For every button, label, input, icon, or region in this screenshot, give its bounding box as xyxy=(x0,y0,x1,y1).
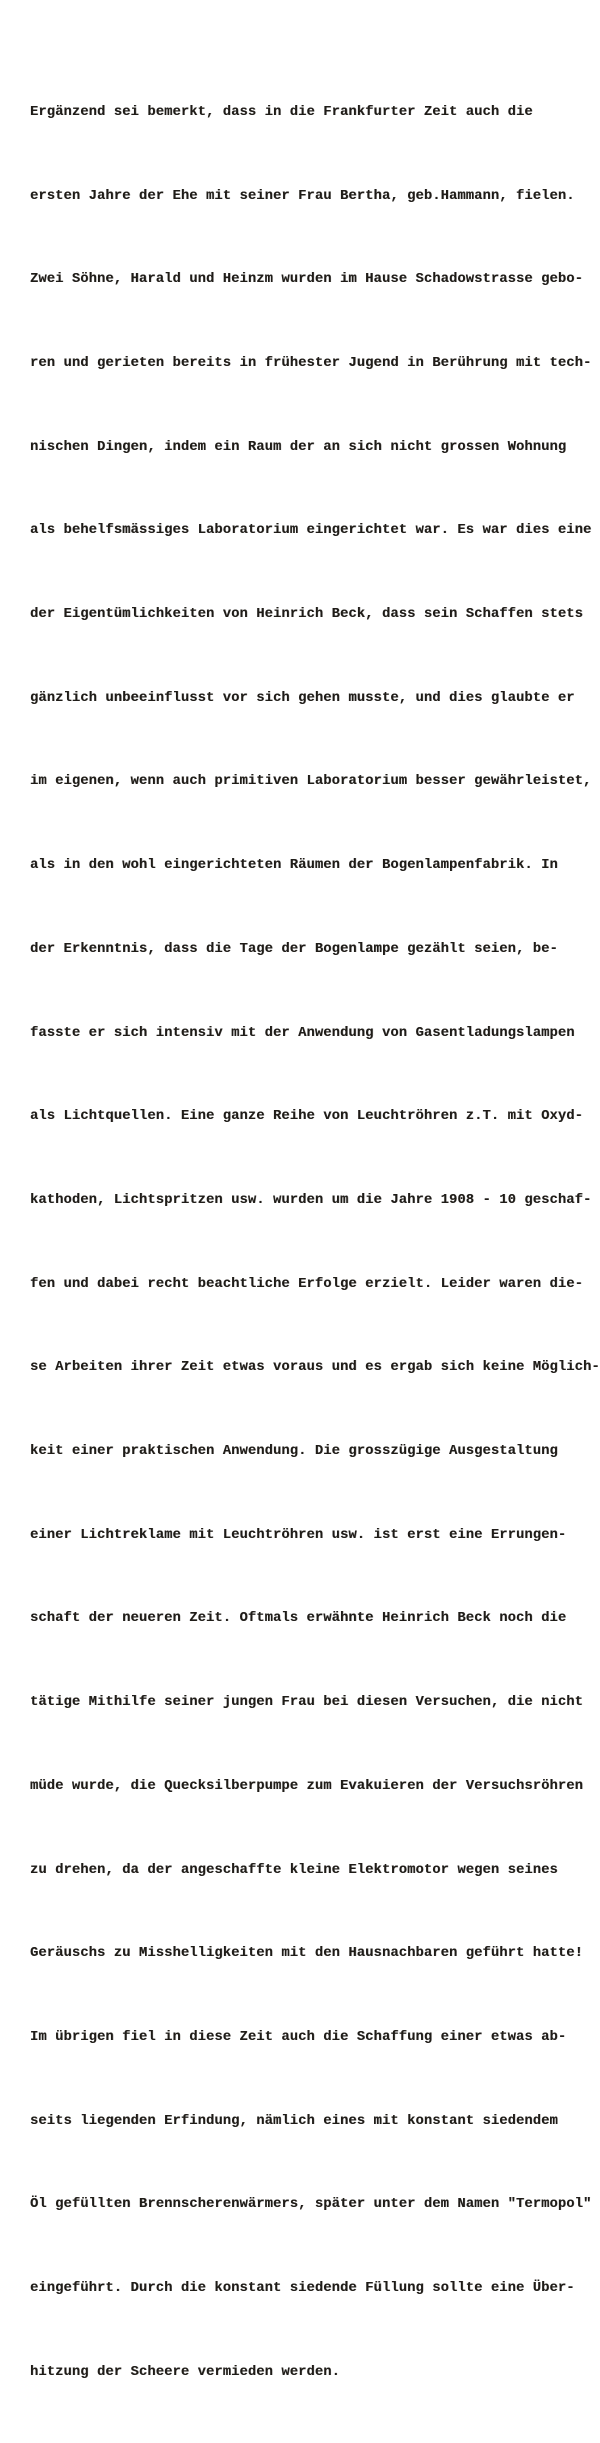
text-line: fasste er sich intensiv mit der Anwendung von Gasentladungslampen xyxy=(30,1025,575,1041)
text-line: Öl gefüllten Brennscherenwärmers, später unter dem Namen "Termopol" xyxy=(30,2197,592,2213)
text-line: keit einer praktischen Anwendung. Die grosszügige Ausgestaltung xyxy=(30,1444,558,1460)
text-line: der Eigentümlichkeiten von Heinrich Beck, dass sein Schaffen stets xyxy=(30,607,584,623)
text-line: Ergänzend sei bemerkt, dass in die Frankfurter Zeit auch die xyxy=(30,104,533,120)
text-line: ersten Jahre der Ehe mit seiner Frau Bertha, geb.Hammann, fielen. xyxy=(30,188,575,204)
text-line: als behelfsmässiges Laboratorium eingerichtet war. Es war dies eine xyxy=(30,523,592,539)
text-line: als in den wohl eingerichteten Räumen der Bogenlampenfabrik. In xyxy=(30,858,558,874)
text-line: zu drehen, da der angeschaffte kleine Elektromotor wegen seines xyxy=(30,1862,558,1878)
text-line: müde wurde, die Quecksilberpumpe zum Evakuieren der Versuchsröhren xyxy=(30,1778,584,1794)
text-line: einer Lichtreklame mit Leuchtröhren usw. ist erst eine Errungen- xyxy=(30,1527,567,1543)
text-line: Im übrigen fiel in diese Zeit auch die Schaffung einer etwas ab- xyxy=(30,2029,567,2045)
text-line: der Erkenntnis, dass die Tage der Bogenlampe gezählt seien, be- xyxy=(30,941,558,957)
text-line: Geräuschs zu Misshelligkeiten mit den Hausnachbaren geführt hatte! xyxy=(30,1946,584,1962)
text-line: als Lichtquellen. Eine ganze Reihe von Leuchtröhren z.T. mit Oxyd- xyxy=(30,1109,584,1125)
text-line: se Arbeiten ihrer Zeit etwas voraus und es ergab sich keine Möglich- xyxy=(30,1360,600,1376)
text-line: tätige Mithilfe seiner jungen Frau bei diesen Versuchen, die nicht xyxy=(30,1695,584,1711)
text-line: schaft der neueren Zeit. Oftmals erwähnte Heinrich Beck noch die xyxy=(30,1611,567,1627)
text-line: seits liegenden Erfindung, nämlich eines mit konstant siedendem xyxy=(30,2113,558,2129)
text-line: eingeführt. Durch die konstant siedende Füllung sollte eine Über- xyxy=(30,2281,575,2297)
text-line: fen und dabei recht beachtliche Erfolge erzielt. Leider waren die- xyxy=(30,1276,584,1292)
text-line: Zwei Söhne, Harald und Heinzm wurden im Hause Schadowstrasse gebo- xyxy=(30,272,584,288)
text-line: hitzung der Scheere vermieden werden. xyxy=(30,2364,341,2380)
text-line: nischen Dingen, indem ein Raum der an sich nicht grossen Wohnung xyxy=(30,439,567,455)
text-line: ren und gerieten bereits in frühester Jugend in Berührung mit tech- xyxy=(30,355,592,371)
typewritten-paragraph xyxy=(30,43,600,2443)
text-line: im eigenen, wenn auch primitiven Laboratorium besser gewährleistet, xyxy=(30,774,592,790)
text-line: kathoden, Lichtspritzen usw. wurden um die Jahre 1908 - 10 geschaf- xyxy=(30,1192,592,1208)
text-line: gänzlich unbeeinflusst vor sich gehen musste, und dies glaubte er xyxy=(30,690,575,706)
